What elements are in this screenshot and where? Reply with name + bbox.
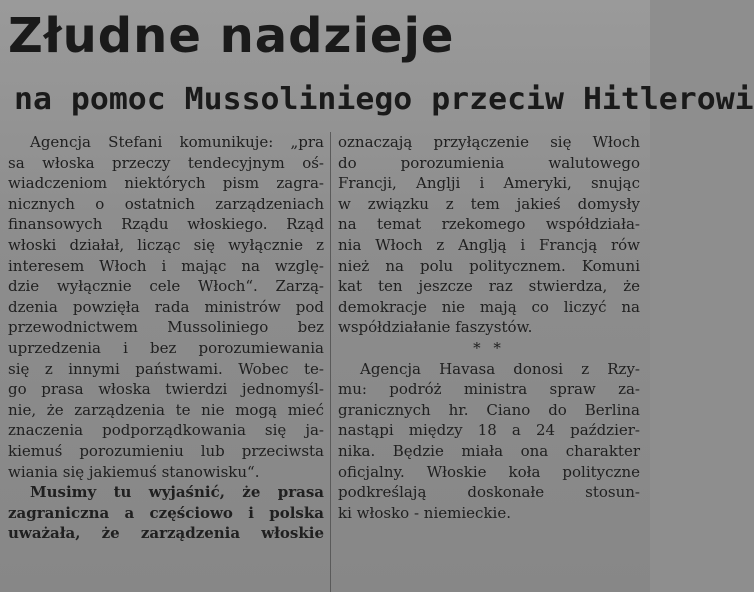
headline: Złudne nadzieje bbox=[8, 8, 455, 64]
section-separator: * * bbox=[473, 338, 505, 357]
text-line: w związku z tem jakieś domysły bbox=[338, 194, 640, 213]
right-column bbox=[338, 132, 640, 523]
bold-text-line: uważała, że zarządzenia włoskie bbox=[8, 524, 324, 543]
text-line: Francji, Anglji i Ameryki, snując bbox=[338, 174, 640, 193]
text-line: Agencja Havasa donosi z Rzy- bbox=[360, 359, 640, 378]
text-line: nie, że zarządzenia te nie mogą mieć bbox=[8, 400, 324, 419]
bold-text-line: zagraniczna a częściowo i polska bbox=[8, 503, 324, 522]
text-line: interesem Włoch i mając na wzglę- bbox=[8, 256, 324, 275]
text-line: na temat rzekomego współdziała- bbox=[338, 215, 640, 234]
column-divider bbox=[330, 132, 331, 592]
text-line: przewodnictwem Mussoliniego bez bbox=[8, 318, 324, 337]
text-line: dzie wyłącznie cele Włoch“. Zarzą- bbox=[8, 277, 324, 296]
text-line: Agencja Stefani komunikuje: „pra bbox=[30, 133, 324, 151]
text-line: sa włoska przeczy tendecyjnym oś- bbox=[8, 153, 324, 172]
text-line: kat ten jeszcze raz stwierdza, że bbox=[338, 277, 640, 296]
text-line: uprzedzenia i bez porozumiewania bbox=[8, 338, 324, 357]
text-line: znaczenia podporządkowania się ja- bbox=[8, 421, 324, 440]
text-line: kiemuś porozumieniu lub przeciwsta bbox=[8, 441, 324, 460]
text-line: oficjalny. Włoskie koła polityczne bbox=[338, 462, 640, 481]
text-line: współdziałanie faszystów. bbox=[338, 318, 533, 337]
subheadline: na pomoc Mussoliniego przeciw Hitlerowi bbox=[14, 82, 754, 117]
text-line: nika. Będzie miała ona charakter bbox=[338, 441, 640, 460]
text-line: wiania się jakiemuś stanowisku“. bbox=[8, 462, 260, 481]
text-line: mu: podróż ministra spraw za- bbox=[338, 380, 640, 399]
text-line: ki włosko - niemieckie. bbox=[338, 503, 511, 522]
text-line: nia Włoch z Anglją i Francją rów bbox=[338, 235, 640, 254]
text-line: podkreślają doskonałe stosun- bbox=[338, 483, 640, 502]
text-line: się z innymi państwami. Wobec te- bbox=[8, 359, 324, 378]
text-line: nastąpi między 18 a 24 paździer- bbox=[338, 421, 640, 440]
text-line: go prasa włoska twierdzi jednomyśl- bbox=[8, 380, 324, 399]
text-line: oznaczają przyłączenie się Włoch bbox=[338, 133, 640, 151]
bold-text-line: Musimy tu wyjaśnić, że prasa bbox=[30, 483, 324, 502]
text-line: nież na polu politycznem. Komuni bbox=[338, 256, 640, 275]
text-line: do porozumienia walutowego bbox=[338, 153, 640, 172]
text-line: demokracje nie mają co liczyć na bbox=[338, 297, 640, 316]
text-line: dzenia powzięła rada ministrów pod bbox=[8, 297, 324, 316]
left-column bbox=[8, 132, 324, 544]
text-line: wiadczeniom niektórych pism zagra- bbox=[8, 174, 324, 193]
text-line: nicznych o ostatnich zarządzeniach bbox=[8, 194, 324, 213]
text-line: granicznych hr. Ciano do Berlina bbox=[338, 400, 640, 419]
text-line: finansowych Rządu włoskiego. Rząd bbox=[8, 215, 324, 234]
text-line: włoski działał, licząc się wyłącznie z bbox=[8, 235, 324, 254]
